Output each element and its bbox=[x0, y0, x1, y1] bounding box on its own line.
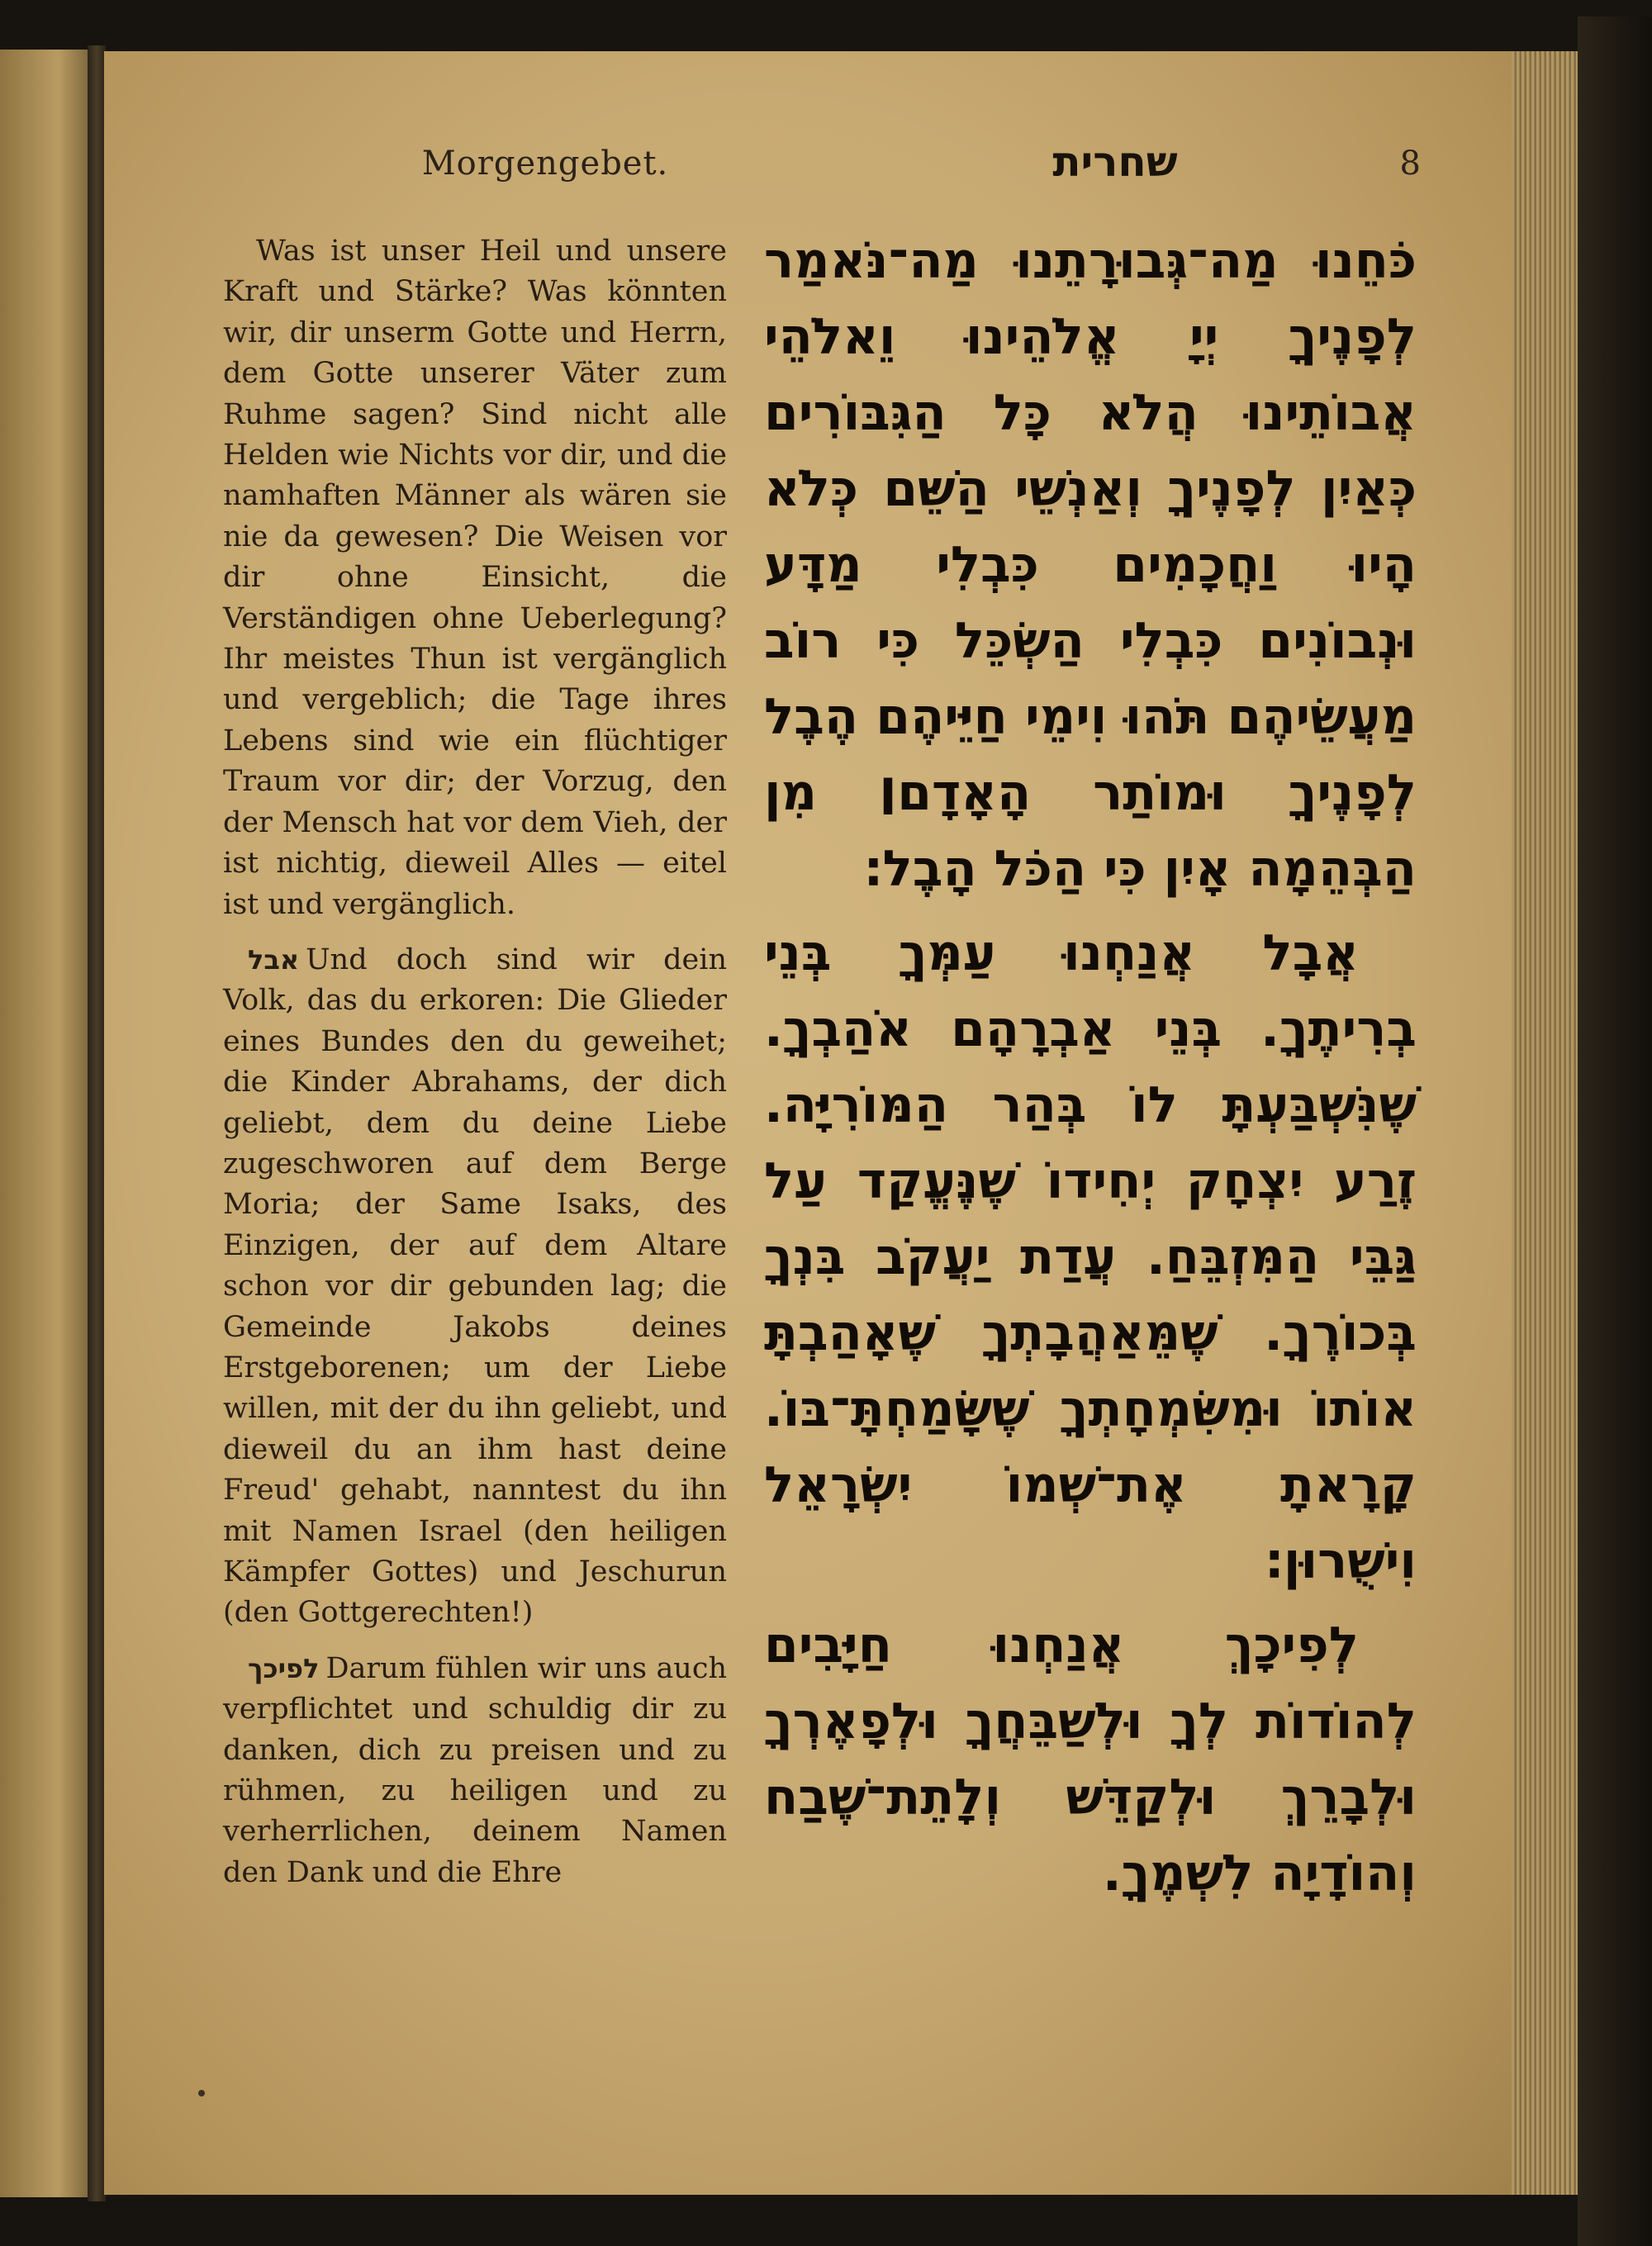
german-translation-column bbox=[223, 231, 727, 1908]
running-header bbox=[132, 138, 1421, 202]
hebrew-paragraph-3: לְפִיכָךְ אֲנַחְנוּ חַיָּבִים לְהוֹדוֹת לְךָ וּלְשַׁבֵּחֲךָ וּלְפָאֶרְךָ וּלְבָרֵךְ וּלְקַדֵּשׁ וְלָתֵת־שֶׁבַח וְהוֹדָיָה לִשְׁמֶךָ. bbox=[764, 1617, 1417, 1902]
header-title-german: Morgengebet. bbox=[421, 145, 669, 183]
page-edges bbox=[1512, 51, 1586, 2195]
hebrew-paragraph-1: כֹּחֵנוּ מַה־גְּבוּרָתֵנוּ מַה־נֹּאמַר לְפָנֶיךָ יְיָ אֱלֹהֵינוּ וֵאלֹהֵי אֲבוֹתֵינוּ הֲלֹא כָּל הַגִּבּוֹרִים כְּאַיִן לְפָנֶיךָ וְאַנְשֵׁי הַשֵּׁם כְּלֹא הָיוּ וַחֲכָמִים כִּבְלִי מַדָּע וּנְבוֹנִים כִּבְלִי הַשְׂכֵּל כִּי רוֹב מַעֲשֵׂיהֶם תֹּהוּ וִימֵי חַיֵּיהֶם הֶבֶל לְפָנֶיךָ וּמוֹתַר הָאָדָם׀ מִן הַבְּהֵמָה אָיִן כִּי הַכֹּל הָבֶל׃ bbox=[764, 232, 1417, 898]
german-paragraph-3 bbox=[223, 1649, 727, 1893]
header-title-hebrew: שחרית bbox=[1052, 138, 1178, 186]
ink-speck bbox=[198, 2090, 205, 2096]
book-gutter bbox=[88, 45, 106, 2201]
hebrew-catchword-aval: אבל bbox=[248, 943, 300, 976]
german-paragraph-2 bbox=[223, 940, 727, 1634]
hebrew-catchword-lefichach: לפיכך bbox=[248, 1652, 320, 1684]
book-cover bbox=[1578, 17, 1652, 2246]
hebrew-text-column bbox=[764, 223, 1417, 1920]
facing-page-edge bbox=[0, 50, 97, 2197]
page-number: 8 bbox=[1399, 145, 1421, 183]
german-paragraph-3-text: Darum fühlen wir uns auch verpflichtet und schuldig dir zu danken, dich zu preisen und zu rühmen, zu heiligen und zu verherrlichen, deinem Namen den Dank und die Ehre bbox=[223, 1651, 727, 1889]
german-paragraph-2-text: Und doch sind wir dein Volk, das du erkoren: Die Glieder eines Bundes den du geweihet; die Kinder Abrahams, der dich geliebt, dem du deine Liebe zugeschworen auf dem Berge Moria; der Same Isaks, des Einzigen, der auf dem Altare schon vor dir gebunden lag; die Gemeinde Jakobs deines Erstgeborenen; um der Liebe willen, mit der du ihn geliebt, und dieweil du an ihm hast deine Freud' gehabt, nanntest du ihn mit Namen Israel (den heiligen Kämpfer Gottes) und Jeschurun (den Gottgerechten!) bbox=[223, 943, 727, 1630]
hebrew-paragraph-2: אֲבָל אֲנַחְנוּ עַמְּךָ בְּנֵי בְרִיתֶךָ. בְּנֵי אַבְרָהָם אֹהַבְךָ. שֶׁנִּשְׁבַּעְתָּ לוֹ בְּהַר הַמּוֹרִיָּה. זֶרַע יִצְחָק יְחִידוֹ שֶׁנֶּעֱקַד עַל גַּבֵּי הַמִּזְבֵּחַ. עֲדַת יַעֲקֹב בִּנְךָ בְּכוֹרֶךָ. שֶׁמֵּאַהֲבָתְךָ שֶׁאָהַבְתָּ אוֹתוֹ וּמִשִּׂמְחָתְךָ שֶׁשָּׂמַחְתָּ־בּוֹ. קָרָאתָ אֶת־שְׁמוֹ יִשְׂרָאֵל וִישֻׁרוּן׃ bbox=[764, 924, 1417, 1590]
german-paragraph-1: Was ist unser Heil und unsere Kraft und Stärke? Was könnten wir, dir unserm Gotte und Herrn, dem Gotte unserer Väter zum Ruhme sagen? Sind nicht alle Helden wie Nichts vor dir, und die namhaften Männer als wären sie nie da gewesen? Die Weisen vor dir ohne Einsicht, die Verständigen ohne Ueberlegung? Ihr meistes Thun ist vergänglich und vergeblich; die Tage ihres Lebens sind wie ein flüchtiger Traum vor dir; der Vorzug, den der Mensch hat vor dem Vieh, der ist nichtig, dieweil Alles — eitel ist und vergänglich. bbox=[223, 235, 727, 921]
